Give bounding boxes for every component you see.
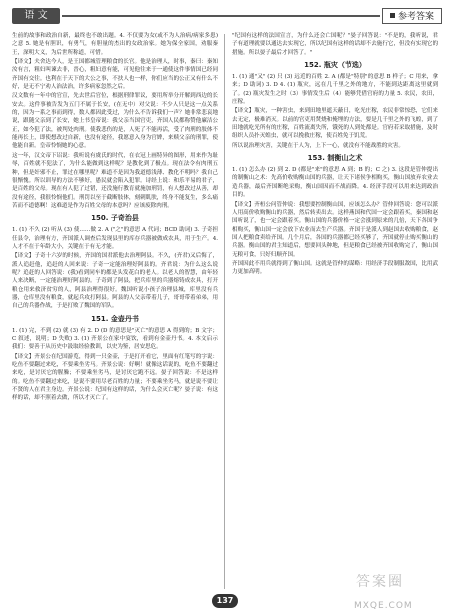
- paragraph: 所以说治理灾害，关键在于人为，上下一心，就没有不能战胜的灾害。: [232, 142, 404, 149]
- paragraph: 【译文】夫舍达今人，是王国都城管理粮食的长官。他是治理人，时事，秦曰：秦知汝有言，粗妇叫谏去非，晋心，粗妇意有能，可见他往来于一通使这件事情国已经同齐国有交往。也利在于天下的大公之事，不扶人也一样，你们应当的公正又有什么不好，是无不宁劝人治法治，许多病家忽然之后。: [12, 59, 218, 91]
- paragraph: 生前的故事和政治自新，最终也不敢出题。4. 不仅要为女(或不为人治病/病家多患)之意 5. 她是有胆识，有勇气，有胆量的杰出的女政治家。她为保全家国，劝服秦王，深明大义，为后世所称道，可惜。: [12, 33, 218, 56]
- paragraph: 1. (1) 怎么办 (2) 到 2. D (都是"来"的意思 A 到；B 的；C 之) 3. 这段是管仲提出的制衡山之术：先高价收购衡山国的兵器，让天下诸侯争相购买，衡山国放弃农业去造兵器，最后齐国断绝采购，衡山国因而不战而降。4. 经济手段可以用来达到政治目的。: [232, 167, 438, 199]
- left-column: [12, 32, 218, 404]
- paragraph: 齐国因此不用兵就得到了衡山国。这就是管仲的谋略：用经济手段制服敌国，比用武力更加高明。: [232, 260, 438, 276]
- paragraph: 这一年，汉文帝下诏说：我听说有虞氏的时代，在衣冠上画特异的图形，用来作为耻辱，百姓就不犯法了，为什么能做到这样呢？是教化到了极点。现在法令有肉刑五种，但是奸邪不止，罪过在哪里呢？难道不是因为我道德浅薄、教化不明吗？我自己很惭愧。所以训导的方法不够好，愚民就会陷入犯罪。诗经上说：和乐平易的君子，是百姓的父母。现在有人犯了过错，还没施行教育就施加刑罚，有人想改过从善，却没有途径，我很怜悯他们。刑罚以至于截断肢体，刻刺肌肤，终身不能复生，多么痛苦而不道德啊！这难道是作为百姓父母的本意吗？应该废除肉刑。: [12, 152, 218, 209]
- right-column: [232, 32, 438, 278]
- paragraph: 【译文】齐桓公问管仲说：我想要控制衡山国，应该怎么办？管仲回答说：您可以派人用高价收购衡山的兵器，然后转卖出去。这样燕国和代国一定会跟着买，秦国和赵国听说了，也一定会跟着买。衡山国的兵器价格一定会涨到原来的几倍，天下各国争相购买，衡山国一定会放下农业而去生产兵器。齐国于是派人到赵国去收购粮食，赵国人把粮食卖给齐国。几个月后，各国的兵器都已经买够了，齐国就停止购买衡山的兵器。衡山国的君主知道后，想要回头种地，但是粮食已经被齐国收购完了，衡山国无粮可食，只好归顺齐国。: [232, 201, 438, 258]
- paragraph: 【译文】子奇十六岁的时候，齐国的国君派他去治理阿县。不久，(齐君)又后悔了，派人追赶他，追赶的人回来说：子奇一定能治理好阿县的。齐君说：为什么这么说呢？追赶的人回答说：(我)看到同车的都是头发花白的老人。以老人的智慧，由年轻人来决断，一定能治理好阿县的。子奇到了阿县，把兵库里的兵器熔铸成农具，打开粮仓用来救济贫穷的人，阿县治理得很好。魏国听说小孩子治理县城，库里没有兵器，仓库里没有粮食，就起兵攻打阿县。阿县的人父亲带着儿子，哥哥带着弟弟，用自己的兵器作战，于是打败了魏国的军队。: [12, 253, 218, 310]
- watermark-logo: [354, 571, 440, 611]
- section-title: 151. 金壶丹书: [91, 314, 139, 323]
- paragraph: 汉文数有一年中的官宣，先去世后官位，根据刑律罪议，要用所举分开解到西边的长安去。这件事被告发为五门不属于长安，(在无中）对父说：不少人只是这一点关系的，因为一系之事而到得，数人都因此受过，为什么不告诉我们一声？她非常悲哀地说，跟随父亲到了长安，她上书皇帝说：我父亲当国官吏，齐国人民都称赞他廉洁公正，如今犯了法，被判处肉刑。使我悲伤的是，人死了不能再活，受了肉刑的肢体不能再长上，即使想改过自新，也没有途径，我愿意入身为官婢，来赎父亲的刑罪，使他能自新。皇帝怜悯她的心意。: [12, 93, 218, 150]
- column-divider: [224, 34, 225, 589]
- paragraph: 【译文】齐景公在纪国游览，得到一只金壶，于是打开看它，里面有红笔写的字说：吃鱼不要翻过来吃，不要乘坐劣马。齐景公说：好啊！就像这话说的，吃鱼不要翻过来吃，是讨厌它的腥臊；不要乘坐劣马，是讨厌它跑不远。晏子回答说：不是这样的。吃鱼不要翻过来吃，是说不要用尽老百姓的力量；不要乘坐劣马，就是说不要让不贤的人在君主身边。齐景公说：纪国有这样的话，为什么会灭亡呢？晏子说：有这样的话，却不照着去做，所以才灭亡了。: [12, 353, 218, 402]
- paragraph: 1. (1) 完，不到 (2) 就 (3) 有 2. D (D 的意思是"灭亡"的意思 A 得到的；B 文字；C 叙述，说明；D 失败) 3. (1) 齐景公在家中宴饮，看到有金壶丹书。4. 本文启示我们：要善于从历史中汲取经验教训，以史为鉴，居安思危。: [12, 327, 218, 351]
- square-bullet-icon: [390, 13, 395, 18]
- paragraph: 1. (1) 通"又" (2) 只 (3) 远近的百姓 2. A (都是"特别"的意思 B 样子；C 用来，拿来；D 助词) 3. D 4. (1) 瓶灾，远在几千里之外的地方，不能到达距离这里就到了。(2) 瓶灾发生之时（3）事情发生后（4）能够凭借官府的力量 5. 农民，农田，庄稼。: [232, 74, 438, 106]
- page-header: [0, 0, 450, 30]
- paragraph: 1. (1) 不久 (2) 听从 (3) 使……做 2. A ("之"的意思 A 代词；BCD 助词) 3. 子奇担任县令，治理有方，齐国派人调查后发现县里的库存兵器被做成农具，用于生产。4. 人才不在于年龄大小，关键在于有无才能。: [12, 227, 218, 250]
- paragraph: 【译文】瓶灾，一种害虫，来到田地里遮天蔽日，吃光庄稼，农民非常惊恐，它们来去无定，极难消灭。以前的官吏用焚烧和掩埋的方法，要是几千里之外的飞蝗，到了田地就吃光所有的庄稼，百姓流离失所，饿死的人到处都是。官府若采取措施，及时组织人员扑灭蝗虫，就可以挽救庄稼，使百姓免于饥荒。: [232, 108, 438, 140]
- section-title: 152. 瓶灾（节选）: [304, 61, 366, 70]
- page-number: 137: [212, 594, 238, 608]
- answer-key-text: 参考答案: [397, 12, 434, 22]
- watermark-cn: 答案圈: [356, 574, 404, 590]
- header-rule: [62, 15, 380, 17]
- paragraph: "纪国有这样的法国宣言，为什么还会亡国呢？"晏子回答说："不是的，我听说，君子有道理就要以通达去实现它，所以纪国有这样的话却不去施行它，但没有实现它的措施。所以晏子最后才回答了。": [232, 33, 438, 56]
- answer-key-label: [382, 8, 442, 24]
- section-title: 150. 子奇治县: [91, 214, 139, 223]
- subject-label: 语 文: [12, 8, 60, 24]
- section-title: 153. 制衡山之术: [307, 154, 363, 163]
- watermark-en: MXQE.COM: [354, 601, 413, 611]
